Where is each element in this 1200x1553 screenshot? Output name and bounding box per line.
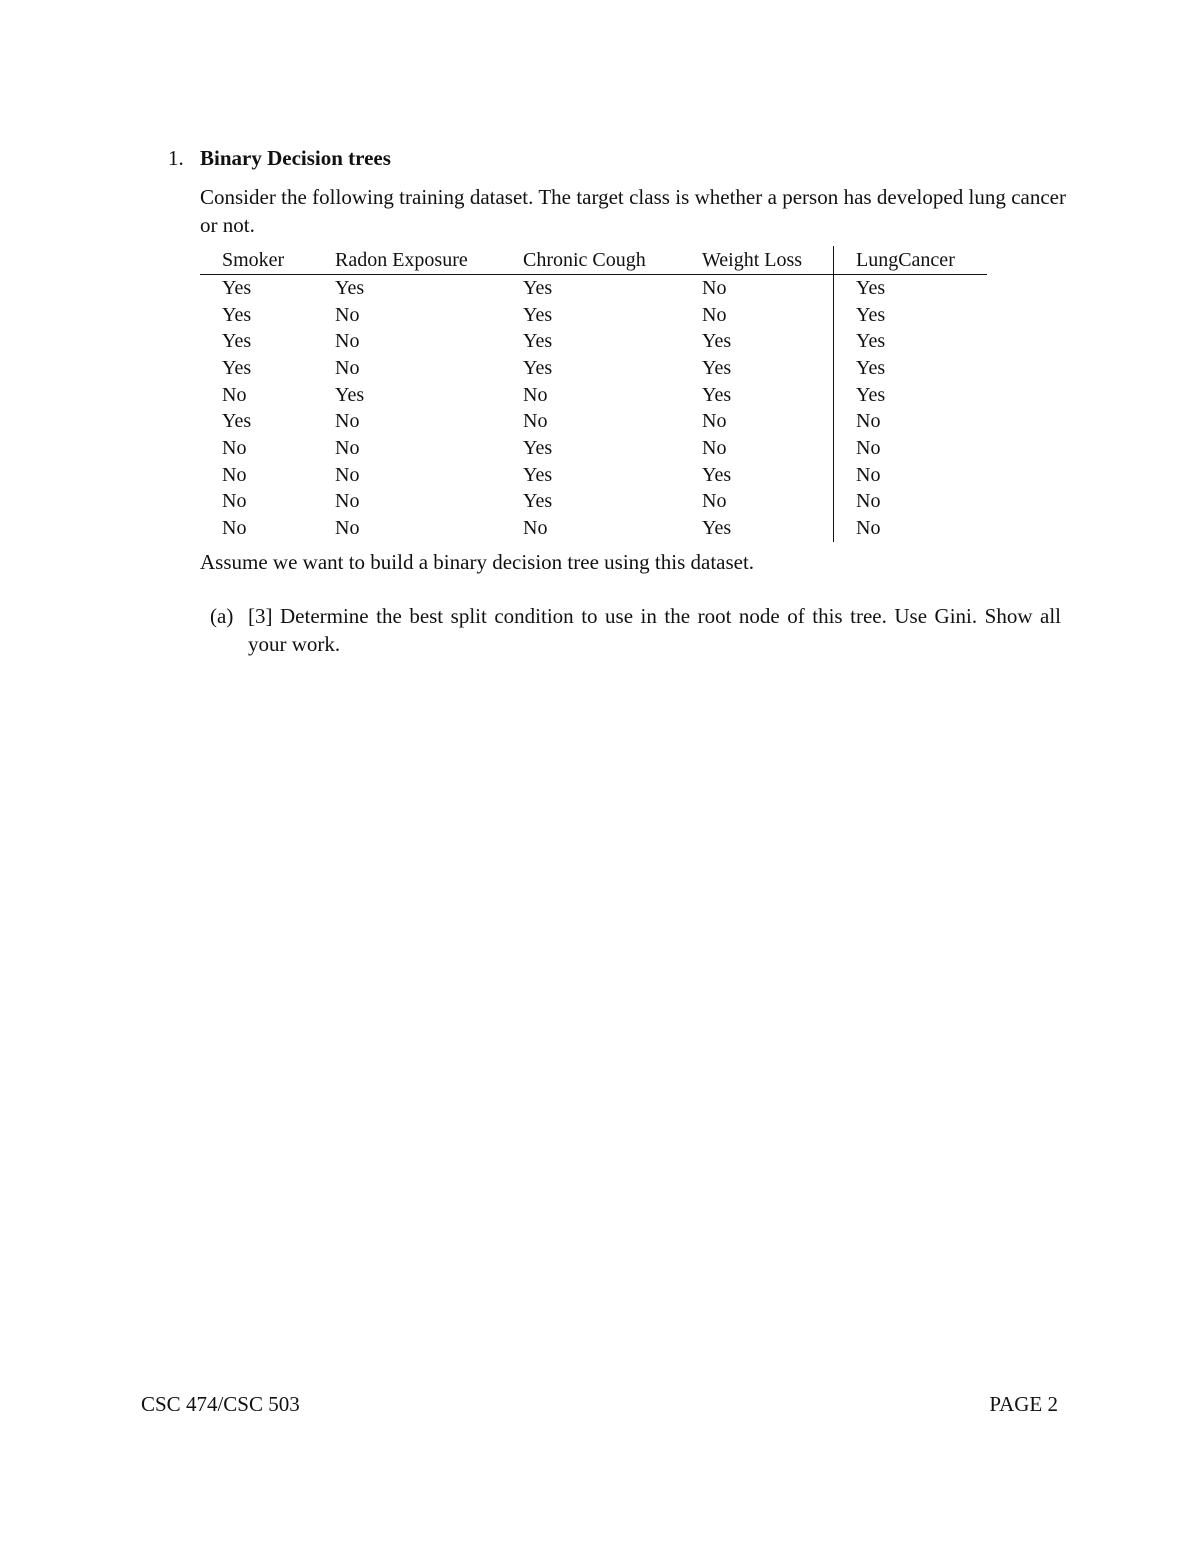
table-cell: Yes	[702, 383, 732, 406]
table-cell: No	[702, 410, 727, 433]
table-cell: Yes	[702, 517, 732, 540]
header-chronic-cough: Chronic Cough	[523, 246, 702, 275]
table-cell: Yes	[523, 463, 553, 486]
training-dataset-table	[200, 246, 987, 542]
header-lung-cancer: LungCancer	[834, 246, 988, 275]
table-cell: Yes	[523, 303, 553, 326]
table-cell: Yes	[702, 330, 732, 353]
footer-page-number: PAGE 2	[989, 1392, 1058, 1416]
table-row	[200, 489, 987, 516]
table-cell: No	[222, 463, 247, 486]
table-row	[200, 328, 987, 355]
question-number: 1.	[168, 146, 184, 170]
header-smoker: Smoker	[200, 246, 335, 275]
table-row	[200, 275, 987, 302]
header-radon-exposure: Radon Exposure	[335, 246, 523, 275]
table-cell: No	[222, 517, 247, 540]
table-cell: No	[335, 490, 360, 513]
table-row	[200, 408, 987, 435]
table-cell: Yes	[222, 303, 252, 326]
part-a-label: (a)	[210, 604, 234, 628]
table-cell: Yes	[834, 355, 988, 382]
table-cell: No	[702, 490, 727, 513]
table-header-row	[200, 246, 987, 275]
table-cell: Yes	[222, 356, 252, 379]
table-cell: Yes	[335, 276, 365, 299]
table-cell: Yes	[523, 490, 553, 513]
table-cell: Yes	[523, 356, 553, 379]
table-cell: No	[702, 436, 727, 459]
table-cell: Yes	[222, 330, 252, 353]
table-cell: No	[335, 330, 360, 353]
footer-course: CSC 474/CSC 503	[141, 1392, 300, 1416]
table-cell: Yes	[523, 276, 553, 299]
table-cell: No	[834, 489, 988, 516]
table-row	[200, 515, 987, 542]
question-intro: Consider the following training dataset. The target class is whether a person has developed lung cancer or not.	[200, 185, 1066, 237]
table-cell: No	[335, 356, 360, 379]
table-cell: No	[523, 517, 548, 540]
header-weight-loss: Weight Loss	[702, 246, 834, 275]
table-cell: Yes	[335, 383, 365, 406]
table-cell: Yes	[523, 436, 553, 459]
table-row	[200, 302, 987, 329]
table-row	[200, 435, 987, 462]
table-cell: Yes	[702, 463, 732, 486]
table-cell: Yes	[702, 356, 732, 379]
table-cell: No	[834, 462, 988, 489]
table-cell: No	[702, 276, 727, 299]
table-body	[200, 275, 987, 542]
table-cell: No	[335, 436, 360, 459]
table-cell: No	[834, 515, 988, 542]
question-title: Binary Decision trees	[200, 146, 391, 170]
table-cell: No	[523, 410, 548, 433]
table-cell: No	[222, 490, 247, 513]
table-row	[200, 462, 987, 489]
table-cell: Yes	[222, 276, 252, 299]
table-cell: Yes	[834, 382, 988, 409]
table-cell: No	[834, 408, 988, 435]
table-cell: No	[523, 383, 548, 406]
table-cell: No	[335, 517, 360, 540]
table-cell: No	[222, 383, 247, 406]
table-cell: No	[222, 436, 247, 459]
table-row	[200, 355, 987, 382]
table-cell: No	[335, 463, 360, 486]
table-cell: No	[335, 410, 360, 433]
table-cell: No	[834, 435, 988, 462]
table-cell: Yes	[834, 302, 988, 329]
table-row	[200, 382, 987, 409]
part-a-text: [3] Determine the best split condition to use in the root node of this tree. Use Gini. Show all your work.	[248, 604, 1061, 656]
table-cell: No	[335, 303, 360, 326]
table-cell: No	[702, 303, 727, 326]
table-cell: Yes	[222, 410, 252, 433]
table-cell: Yes	[834, 275, 988, 302]
after-table-text: Assume we want to build a binary decision tree using this dataset.	[200, 550, 755, 574]
table-cell: Yes	[834, 328, 988, 355]
table-cell: Yes	[523, 330, 553, 353]
